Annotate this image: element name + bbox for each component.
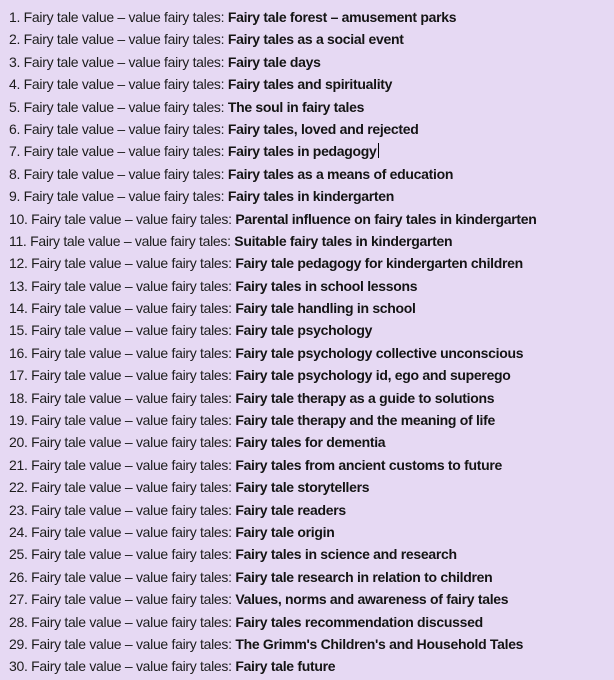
list-item[interactable]	[9, 476, 614, 498]
item-title: Fairy tale future	[235, 658, 336, 675]
list-item[interactable]	[9, 499, 614, 521]
item-prefix: Fairy tale value – value fairy tales:	[23, 120, 225, 137]
item-prefix: Fairy tale value – value fairy tales:	[23, 98, 225, 115]
item-title: Suitable fairy tales in kindergarten	[234, 232, 453, 249]
item-number: 7.	[9, 143, 21, 160]
list-item[interactable]	[9, 566, 614, 588]
item-title: Fairy tale handling in school	[235, 300, 416, 317]
item-title: Fairy tales as a means of education	[227, 165, 454, 182]
text-cursor-icon	[378, 143, 379, 158]
item-number: 23.	[9, 501, 28, 518]
item-number: 14.	[9, 300, 28, 317]
list-item[interactable]	[9, 342, 614, 364]
item-number: 10.	[9, 210, 28, 227]
item-title: Fairy tales in science and research	[235, 546, 457, 563]
item-title: Fairy tale pedagogy for kindergarten children	[235, 255, 523, 272]
item-prefix: Fairy tale value – value fairy tales:	[31, 568, 232, 585]
list-item[interactable]	[9, 431, 614, 453]
item-prefix: Fairy tale value – value fairy tales:	[31, 479, 232, 496]
item-title: Fairy tale psychology collective unconscious	[235, 344, 524, 361]
item-prefix: Fairy tale value – value fairy tales:	[31, 546, 232, 563]
item-prefix: Fairy tale value – value fairy tales:	[31, 255, 232, 272]
item-title: Fairy tale forest – amusement parks	[227, 9, 457, 25]
item-title: Fairy tale therapy as a guide to solutions	[235, 389, 495, 406]
item-prefix: Fairy tale value – value fairy tales:	[23, 31, 225, 48]
item-prefix: Fairy tale value – value fairy tales:	[31, 635, 232, 652]
item-title: Fairy tale readers	[235, 501, 346, 518]
item-title: Fairy tale origin	[235, 523, 335, 540]
list-item[interactable]	[9, 185, 614, 207]
item-prefix: Fairy tale value – value fairy tales:	[31, 434, 232, 451]
item-number: 20.	[9, 434, 28, 451]
item-number: 21.	[9, 456, 28, 473]
item-number: 27.	[9, 591, 28, 608]
item-number: 1.	[9, 9, 21, 25]
list-item[interactable]	[9, 387, 614, 409]
list-item[interactable]	[9, 208, 614, 230]
item-number: 13.	[9, 277, 28, 294]
item-number: 18.	[9, 389, 28, 406]
item-prefix: Fairy tale value – value fairy tales:	[30, 232, 231, 249]
item-title: Fairy tale psychology id, ego and superego	[235, 367, 511, 384]
item-title: Parental influence on fairy tales in kindergarten	[235, 210, 537, 227]
list-item[interactable]	[9, 28, 614, 50]
list-item[interactable]	[9, 230, 614, 252]
item-number: 4.	[9, 76, 21, 93]
item-title: Fairy tales in kindergarten	[227, 188, 395, 205]
item-title: The Grimm's Children's and Household Tales	[235, 635, 524, 652]
item-prefix: Fairy tale value – value fairy tales:	[31, 344, 232, 361]
item-prefix: Fairy tale value – value fairy tales:	[31, 277, 232, 294]
list-item[interactable]	[9, 521, 614, 543]
item-prefix: Fairy tale value – value fairy tales:	[31, 501, 232, 518]
item-prefix: Fairy tale value – value fairy tales:	[31, 591, 232, 608]
list-item[interactable]	[9, 364, 614, 386]
item-prefix: Fairy tale value – value fairy tales:	[31, 389, 232, 406]
item-number: 16.	[9, 344, 28, 361]
item-title: Fairy tales for dementia	[235, 434, 386, 451]
item-prefix: Fairy tale value – value fairy tales:	[31, 658, 232, 675]
list-item[interactable]	[9, 297, 614, 319]
item-title: Fairy tales, loved and rejected	[227, 120, 419, 137]
item-title: Fairy tales as a social event	[227, 31, 404, 48]
item-number: 29.	[9, 635, 28, 652]
item-number: 17.	[9, 367, 28, 384]
item-prefix: Fairy tale value – value fairy tales:	[31, 322, 232, 339]
list-item[interactable]	[9, 275, 614, 297]
list-item[interactable]	[9, 611, 614, 633]
list-item[interactable]	[9, 96, 614, 118]
list-item[interactable]	[9, 454, 614, 476]
item-number: 12.	[9, 255, 28, 272]
item-number: 24.	[9, 523, 28, 540]
item-prefix: Fairy tale value – value fairy tales:	[31, 367, 232, 384]
item-number: 2.	[9, 31, 21, 48]
item-title: Fairy tales recommendation discussed	[235, 613, 483, 630]
item-title: Fairy tale psychology	[235, 322, 373, 339]
item-number: 9.	[9, 188, 21, 205]
item-number: 15.	[9, 322, 28, 339]
item-number: 5.	[9, 98, 21, 115]
list-item[interactable]	[9, 51, 614, 73]
list-item[interactable]	[9, 588, 614, 610]
item-number: 3.	[9, 53, 21, 70]
item-number: 26.	[9, 568, 28, 585]
list-item[interactable]	[9, 118, 614, 140]
list-item[interactable]	[9, 543, 614, 565]
item-title: Fairy tale research in relation to children	[235, 568, 493, 585]
item-number: 19.	[9, 412, 28, 429]
item-prefix: Fairy tale value – value fairy tales:	[31, 300, 232, 317]
list-item[interactable]	[9, 140, 614, 162]
item-number: 22.	[9, 479, 28, 496]
item-number: 25.	[9, 546, 28, 563]
list-item[interactable]	[9, 252, 614, 274]
item-title: Fairy tale therapy and the meaning of life	[235, 412, 495, 429]
list-item[interactable]	[9, 163, 614, 185]
list-item[interactable]	[9, 6, 614, 28]
item-title: Fairy tales from ancient customs to future	[235, 456, 502, 473]
item-title: Fairy tales and spirituality	[227, 76, 393, 93]
item-prefix: Fairy tale value – value fairy tales:	[23, 9, 225, 25]
item-number: 6.	[9, 120, 21, 137]
item-number: 8.	[9, 165, 21, 182]
item-number: 30.	[9, 658, 28, 675]
item-title: Fairy tale days	[227, 53, 321, 70]
item-prefix: Fairy tale value – value fairy tales:	[31, 412, 232, 429]
item-number: 28.	[9, 613, 28, 630]
list-item[interactable]	[9, 655, 614, 677]
item-title: Fairy tale storytellers	[235, 479, 370, 496]
list-item[interactable]	[9, 73, 614, 95]
item-prefix: Fairy tale value – value fairy tales:	[23, 76, 225, 93]
item-prefix: Fairy tale value – value fairy tales:	[31, 523, 232, 540]
item-prefix: Fairy tale value – value fairy tales:	[23, 188, 225, 205]
item-title: Values, norms and awareness of fairy tales	[235, 591, 509, 608]
list-item[interactable]	[9, 319, 614, 341]
item-prefix: Fairy tale value – value fairy tales:	[23, 53, 225, 70]
item-title: The soul in fairy tales	[227, 98, 365, 115]
item-title: Fairy tales in school lessons	[235, 277, 418, 294]
item-title: Fairy tales in pedagogy	[227, 143, 377, 160]
item-prefix: Fairy tale value – value fairy tales:	[31, 456, 232, 473]
list-item[interactable]	[9, 633, 614, 655]
list-item[interactable]	[9, 409, 614, 431]
item-prefix: Fairy tale value – value fairy tales:	[23, 165, 225, 182]
item-prefix: Fairy tale value – value fairy tales:	[23, 143, 225, 160]
item-prefix: Fairy tale value – value fairy tales:	[31, 613, 232, 630]
item-prefix: Fairy tale value – value fairy tales:	[31, 210, 232, 227]
item-number: 11.	[9, 232, 27, 249]
